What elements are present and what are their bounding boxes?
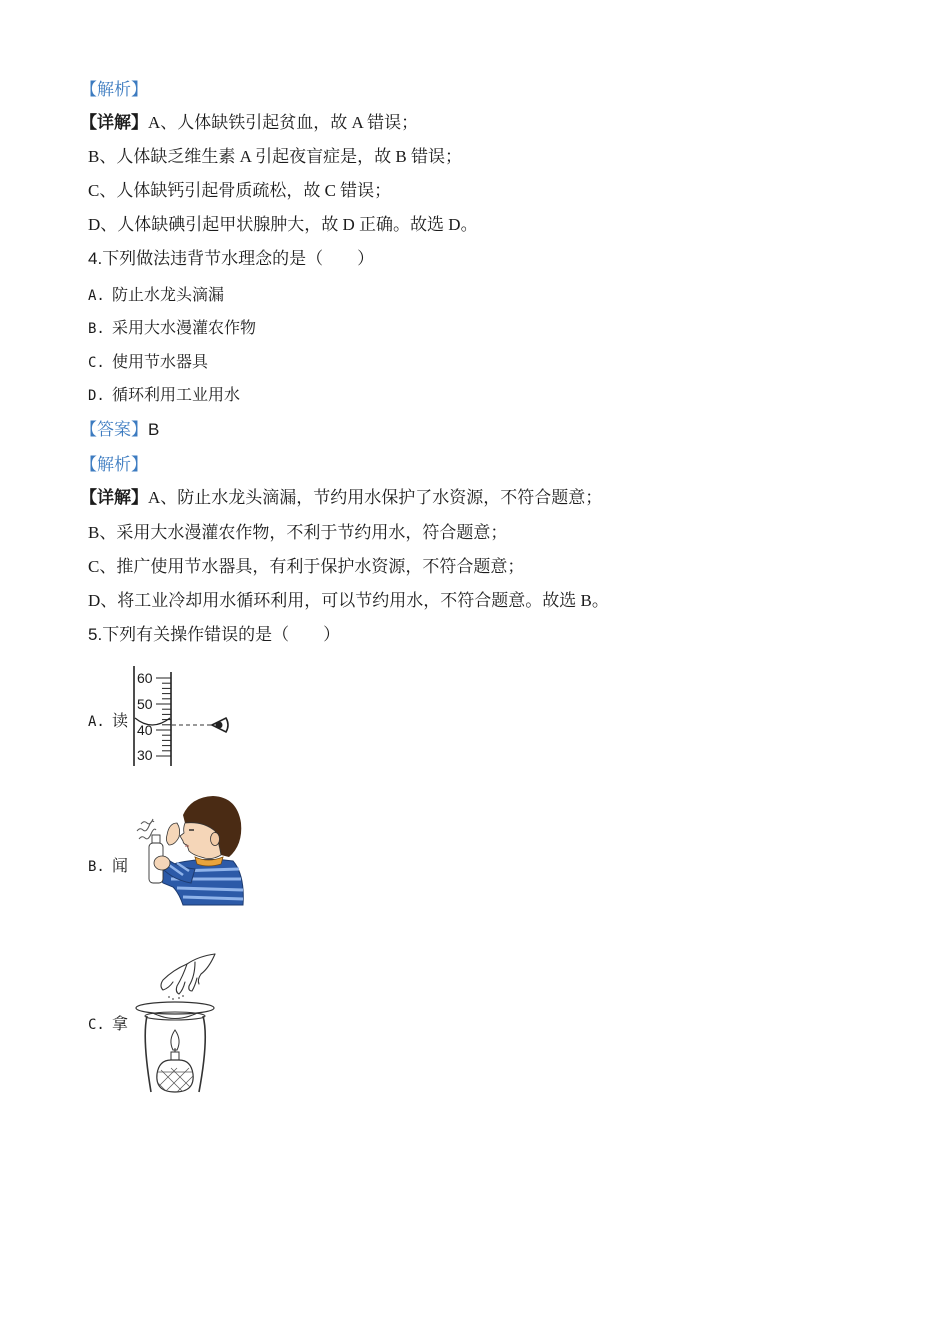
tripod-leg-left	[145, 1016, 151, 1092]
heat-dot	[168, 996, 170, 998]
q4-detail-line-d: D、将工业冷却用水循环利用，可以节约用水，不符合题意。故选 B。	[88, 591, 609, 610]
fanning-hand	[166, 823, 179, 845]
option-letter: B.	[88, 321, 105, 337]
q4-answer	[80, 419, 159, 441]
odor-wave	[141, 819, 153, 824]
q3-analysis-heading	[80, 79, 148, 101]
detail-text: A、人体缺铁引起贫血，故 A 错误；	[148, 113, 419, 132]
q5-stem	[88, 624, 340, 646]
option-letter: A.	[88, 714, 105, 730]
detail-text: A、防止水龙头滴漏，节约用水保护了水资源，不符合题意；	[148, 488, 603, 507]
q5-option-c	[88, 1014, 128, 1036]
option-text: 读	[112, 713, 129, 730]
option-letter: C.	[88, 355, 105, 371]
q3-detail-line-c: C、人体缺钙引起骨质疏松，故 C 错误；	[88, 181, 392, 200]
evaporating-dish-figure	[133, 950, 218, 1095]
q4-detail-line-c: C、推广使用节水器具，有利于保护水资源，不符合题意；	[88, 557, 525, 576]
heat-dot	[182, 995, 184, 997]
answer-value: B	[148, 420, 160, 439]
scale-label-40: 40	[137, 722, 153, 738]
flame	[171, 1030, 179, 1050]
q4-stem	[88, 248, 374, 270]
option-text: 循环利用工业用水	[112, 387, 241, 404]
scale-label-50: 50	[137, 696, 153, 712]
analysis-tag: 【解析】	[80, 455, 148, 474]
stripe	[183, 897, 243, 899]
detail-tag: 【详解】	[80, 488, 148, 507]
finger	[189, 962, 197, 991]
ear	[211, 833, 220, 846]
scale-label-60: 60	[137, 670, 153, 686]
heat-marks	[168, 995, 184, 1000]
q4-option-d	[88, 385, 240, 407]
hand-sketch	[161, 954, 215, 994]
smelling-bottle-figure	[133, 795, 245, 907]
question-number: 5.	[88, 625, 103, 644]
option-text: 闻	[112, 858, 129, 875]
q3-detail-line-a	[80, 112, 418, 134]
heat-dot	[172, 998, 174, 1000]
q3-detail-line-b: B、人体缺乏维生素 A 引起夜盲症是，故 B 错误；	[88, 147, 463, 166]
option-letter: B.	[88, 859, 105, 875]
q4-option-b	[88, 318, 256, 340]
tripod-leg-right	[199, 1016, 205, 1092]
scale-label-30: 30	[137, 747, 153, 763]
question-stem: 下列做法违背节水理念的是（ ）	[102, 249, 375, 268]
option-text: 采用大水漫灌农作物	[112, 320, 257, 337]
finger	[198, 954, 215, 984]
cylinder-ticks	[156, 678, 171, 756]
option-text: 拿	[112, 1016, 129, 1033]
q4-analysis-heading	[80, 454, 148, 476]
question-stem: 下列有关操作错误的是（ ）	[102, 625, 341, 644]
eye-pupil	[216, 722, 223, 729]
q4-detail-line-a	[80, 487, 602, 509]
q3-detail-line-d: D、人体缺碘引起甲状腺肿大，故 D 正确。故选 D。	[88, 215, 478, 234]
question-number: 4.	[88, 249, 103, 268]
option-text: 防止水龙头滴漏	[112, 287, 225, 304]
hand-outline	[161, 954, 215, 990]
analysis-tag: 【解析】	[80, 80, 148, 99]
q4-option-a	[88, 285, 224, 307]
heat-dot	[178, 997, 180, 999]
stripe	[177, 888, 243, 890]
option-letter: D.	[88, 388, 105, 404]
option-letter: A.	[88, 288, 105, 304]
option-text: 使用节水器具	[112, 354, 209, 371]
q4-option-c	[88, 352, 208, 374]
q5-option-a	[88, 711, 128, 733]
holding-hand	[154, 856, 170, 870]
answer-tag: 【答案】	[80, 420, 148, 439]
q5-option-b	[88, 856, 128, 878]
eye-icon	[212, 718, 228, 732]
graduated-cylinder-figure	[130, 664, 232, 768]
option-letter: C.	[88, 1017, 105, 1033]
detail-tag: 【详解】	[80, 113, 148, 132]
q4-detail-line-b: B、采用大水漫灌农作物，不利于节约用水，符合题意；	[88, 523, 508, 542]
